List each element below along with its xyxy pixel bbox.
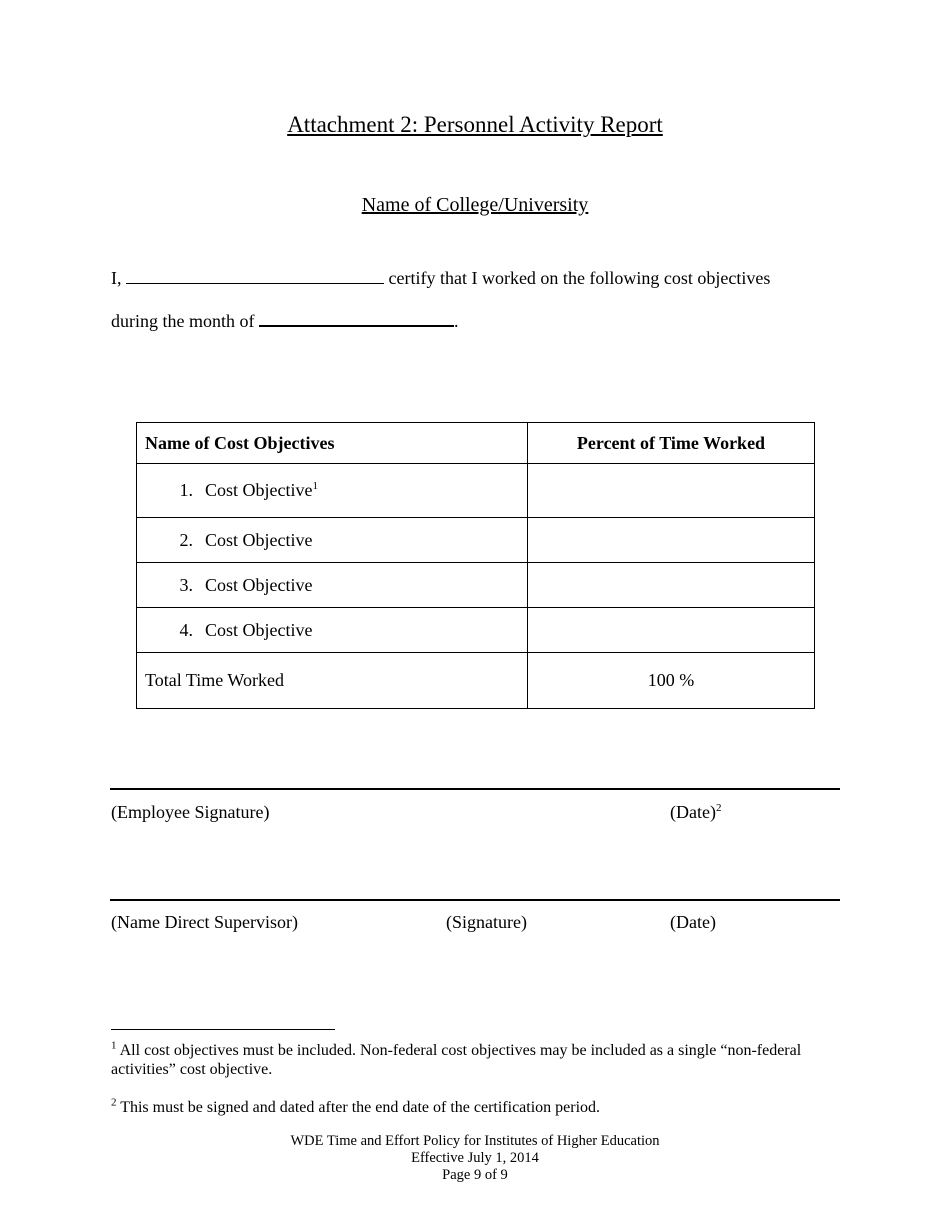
cost-objectives-table	[136, 422, 815, 709]
supervisor-signature-line[interactable]	[110, 899, 840, 901]
page-title: Attachment 2: Personnel Activity Report	[287, 112, 663, 137]
table-row	[137, 563, 815, 608]
employee-name-blank[interactable]	[126, 269, 384, 284]
certify-middle: certify that I worked on the following cost objectives	[388, 268, 771, 288]
table-row	[137, 464, 815, 518]
footnote-text: This must be signed and dated after the end date of the certification period.	[116, 1099, 601, 1116]
employee-signature-label: (Employee Signature)	[111, 802, 270, 822]
row-number: 1.	[179, 480, 193, 500]
footnote-marker: 1	[312, 480, 318, 492]
footer-policy: WDE Time and Effort Policy for Institutes of Higher Education	[290, 1133, 660, 1149]
cost-objective-cell	[137, 518, 528, 563]
row-label: Cost Objective	[205, 480, 313, 500]
college-name-heading: Name of College/University	[361, 194, 589, 216]
footnote-1	[111, 1041, 831, 1079]
month-blank[interactable]	[259, 311, 454, 327]
supervisor-signature-label: (Signature)	[446, 912, 527, 932]
footer-page-number: Page 9 of 9	[442, 1167, 508, 1183]
month-prefix: during the month of	[111, 311, 255, 331]
certification-statement	[111, 268, 770, 289]
footnote-marker: 2	[715, 802, 722, 814]
month-statement	[111, 311, 458, 332]
total-value: 100 %	[528, 653, 815, 709]
footnote-marker: 1	[111, 1039, 117, 1052]
supervisor-name-label: (Name Direct Supervisor)	[111, 912, 298, 932]
percent-cell[interactable]	[528, 608, 815, 653]
row-number: 2.	[179, 529, 193, 550]
cost-objective-cell	[137, 464, 528, 518]
cost-objective-cell	[137, 563, 528, 608]
table-row	[137, 608, 815, 653]
header-percent-time: Percent of Time Worked	[528, 423, 815, 464]
percent-cell[interactable]	[528, 563, 815, 608]
date-label	[670, 802, 721, 823]
footnote-text: All cost objectives must be included. Non-federal cost objectives may be included as a single “non-federal activities” cost objective.	[111, 1042, 802, 1078]
row-label: Cost Objective	[205, 529, 313, 550]
footnote-2	[111, 1098, 831, 1117]
table-row	[137, 518, 815, 563]
total-label: Total Time Worked	[137, 653, 528, 709]
row-number: 3.	[179, 574, 193, 595]
table-header-row	[137, 423, 815, 464]
percent-cell[interactable]	[528, 464, 815, 518]
page-footer	[0, 1133, 950, 1184]
employee-signature-line[interactable]	[110, 788, 840, 790]
total-row	[137, 653, 815, 709]
header-cost-objectives: Name of Cost Objectives	[137, 423, 528, 464]
percent-cell[interactable]	[528, 518, 815, 563]
cost-objective-cell	[137, 608, 528, 653]
footer-effective-date: Effective July 1, 2014	[411, 1150, 539, 1166]
row-label: Cost Objective	[205, 619, 313, 640]
row-label: Cost Objective	[205, 574, 313, 595]
row-number: 4.	[179, 619, 193, 640]
footnote-marker: 2	[111, 1096, 117, 1109]
supervisor-date-label: (Date)	[670, 912, 716, 932]
date-text: (Date)	[670, 802, 716, 822]
month-suffix: .	[453, 311, 459, 331]
footnote-divider	[111, 1029, 335, 1030]
certify-prefix: I,	[111, 268, 122, 288]
